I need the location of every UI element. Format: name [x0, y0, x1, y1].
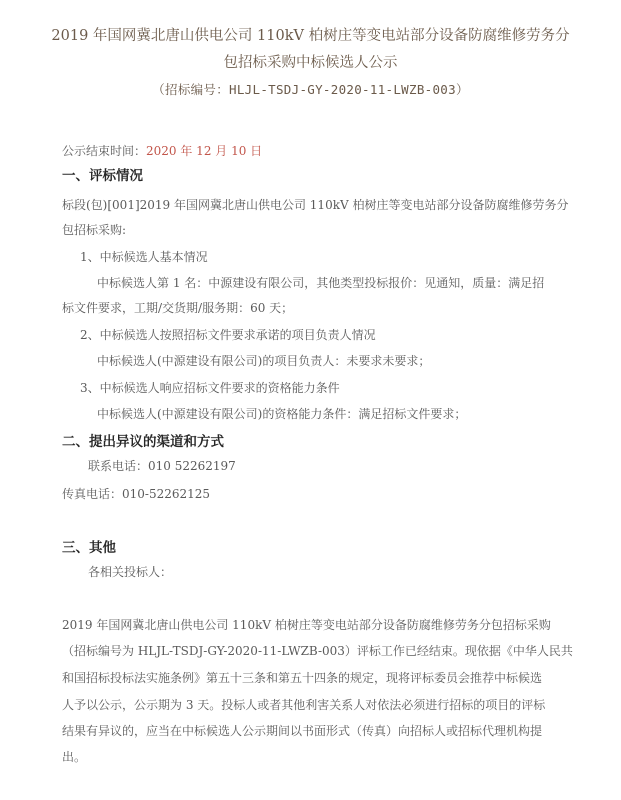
fax-phone: 传真电话：010-52262125 — [62, 487, 211, 501]
tender-number: （招标编号：HLJL-TSDJ-GY-2020-11-LWZB-003） — [152, 82, 469, 97]
notice-line-3: 和国招标投标法实施条例》第五十三条和第五十四条的规定，现将评标委员会推荐中标候选 — [62, 671, 543, 685]
item-3-line-1: 中标候选人(中源建设有限公司)的资格能力条件：满足招标文件要求； — [97, 407, 467, 421]
end-time-value: 2020 年 12 月 10 日 — [146, 144, 263, 158]
title-line-1: 2019 年国网冀北唐山供电公司 110kV 柏树庄等变电站部分设备防腐维修劳务分 — [51, 28, 570, 44]
lot-line-2: 包招标采购: — [62, 223, 127, 237]
end-time-row — [62, 143, 262, 159]
section-heading-objection: 二、提出异议的渠道和方式 — [62, 434, 224, 450]
item-1-line-1: 中标候选人第 1 名：中源建设有限公司，其他类型投标报价：见通知，质量：满足招 — [97, 276, 545, 290]
item-3-title: 3、中标候选人响应招标文件要求的资格能力条件 — [80, 381, 340, 395]
section-heading-evaluation: 一、评标情况 — [62, 168, 143, 184]
notice-line-1: 2019 年国网冀北唐山供电公司 110kV 柏树庄等变电站部分设备防腐维修劳务分包招标采购 — [62, 618, 551, 632]
notice-line-2: （招标编号为 HLJL-TSDJ-GY-2020-11-LWZB-003）评标工作已经结束。现依据《中华人民共 — [62, 644, 573, 658]
greeting: 各相关投标人： — [88, 565, 173, 579]
notice-line-6: 出。 — [62, 750, 87, 764]
notice-line-4: 人予以公示，公示期为 3 天。投标人或者其他利害关系人对依法必须进行招标的项目的评标 — [62, 698, 546, 712]
item-1-title: 1、中标候选人基本情况 — [80, 250, 208, 264]
title-line-2: 包招标采购中标候选人公示 — [223, 55, 398, 71]
notice-line-5: 结果有异议的，应当在中标候选人公示期间以书面形式（传真）向招标人或招标代理机构提 — [62, 724, 543, 738]
lot-line-1: 标段(包)[001]2019 年国网冀北唐山供电公司 110kV 柏树庄等变电站部分设备防腐维修劳务分 — [62, 198, 569, 212]
section-heading-other: 三、其他 — [62, 540, 116, 556]
item-2-title: 2、中标候选人按照招标文件要求承诺的项目负责人情况 — [80, 328, 376, 342]
contact-phone: 联系电话：010 52262197 — [88, 459, 236, 473]
item-1-line-2: 标文件要求，工期/交货期/服务期：60 天； — [62, 301, 294, 315]
item-2-line-1: 中标候选人(中源建设有限公司)的项目负责人：未要求未要求； — [97, 354, 431, 368]
end-time-label: 公示结束时间： — [62, 144, 147, 158]
